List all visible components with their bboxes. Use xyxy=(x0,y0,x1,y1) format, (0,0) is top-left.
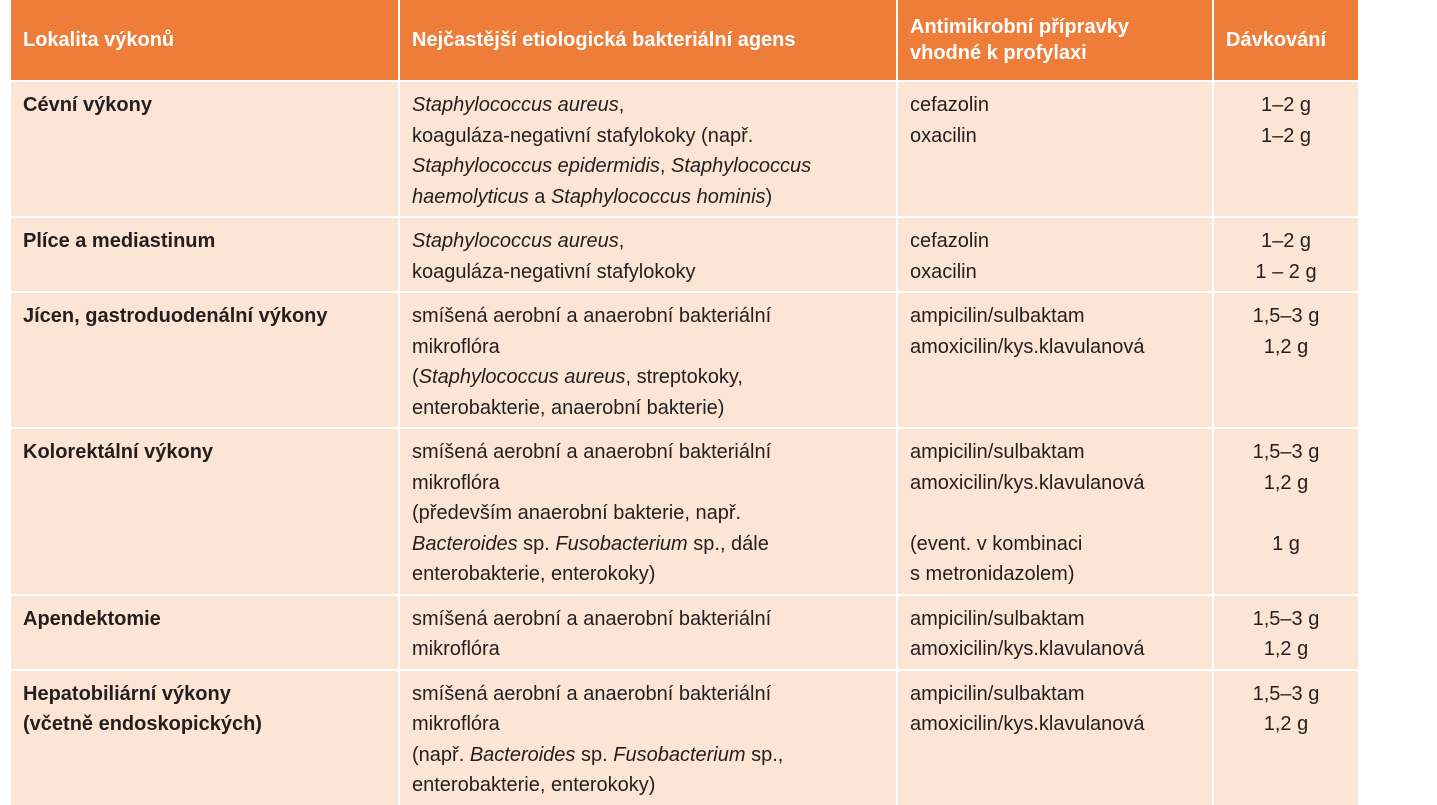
header-drugs: Antimikrobní přípravky vhodné k profylaxi xyxy=(897,0,1213,81)
agents-text: mikroflóra xyxy=(412,638,500,660)
drug-line: (event. v kombinaci xyxy=(910,532,1083,555)
agents-line xyxy=(412,529,884,560)
organism-name: Staphylococcus aureus xyxy=(418,366,626,388)
agents-line xyxy=(412,90,884,121)
agents-text: koaguláza-negativní stafylokoky xyxy=(412,260,696,283)
agents-text: enterobakterie, anaerobní bakterie) xyxy=(412,396,725,419)
agents-text: , streptokoky, xyxy=(625,366,743,388)
dose-line: 1,2 g xyxy=(1263,471,1309,494)
table-row xyxy=(11,670,1358,805)
dosage-cell xyxy=(1213,670,1358,805)
agents-line xyxy=(412,362,884,393)
drug-line: oxacilin xyxy=(910,124,977,147)
header-location: Lokalita výkonů xyxy=(11,0,399,81)
agents-line xyxy=(412,257,884,288)
agents-text: sp. xyxy=(517,532,556,555)
organism-name: haemolyticus xyxy=(412,185,529,208)
prophylaxis-table xyxy=(11,0,1358,805)
dose-line: 1,2 g xyxy=(1263,638,1309,660)
location-cell xyxy=(11,428,399,595)
header-agents: Nejčastější etiologická bakteriální agens xyxy=(399,0,897,81)
drug-line: amoxicilin/kys.klavulanová xyxy=(910,335,1145,358)
drugs-cell xyxy=(897,670,1213,805)
dose-line xyxy=(1226,498,1346,529)
organism-name: Fusobacterium xyxy=(555,532,688,555)
drug-line: ampicilin/sulbaktam xyxy=(910,682,1085,705)
location-line: Cévní výkony xyxy=(23,94,152,116)
dosage-cell xyxy=(1213,595,1358,670)
agents-cell xyxy=(399,217,897,292)
header-dosage: Dávkování xyxy=(1213,0,1358,81)
dose-line: 1,5–3 g xyxy=(1252,607,1320,630)
drug-line xyxy=(910,498,1200,529)
agents-text: smíšená aerobní a anaerobní bakteriální xyxy=(412,305,772,327)
agents-cell xyxy=(399,670,897,805)
drugs-cell xyxy=(897,217,1213,292)
agents-text: sp., xyxy=(745,743,784,766)
agents-text: a xyxy=(528,185,551,208)
agents-line xyxy=(412,332,884,363)
organism-name: Staphylococcus epidermidis xyxy=(412,155,660,177)
table-row xyxy=(11,595,1358,670)
drug-line: amoxicilin/kys.klavulanová xyxy=(910,471,1145,494)
location-cell xyxy=(11,595,399,670)
dose-line: 1–2 g xyxy=(1260,230,1312,252)
drugs-cell xyxy=(897,428,1213,595)
table-body xyxy=(11,81,1358,805)
dose-line: 1 g xyxy=(1272,532,1300,555)
agents-text: sp. xyxy=(575,743,614,766)
organism-name: Staphylococcus xyxy=(671,155,812,177)
location-cell xyxy=(11,670,399,805)
organism-name: Bacteroides xyxy=(412,532,518,555)
agents-text: smíšená aerobní a anaerobní bakteriální xyxy=(412,682,772,705)
location-line: Apendektomie xyxy=(23,607,161,630)
dosage-cell xyxy=(1213,217,1358,292)
agents-cell xyxy=(399,428,897,595)
drug-line: ampicilin/sulbaktam xyxy=(910,441,1085,463)
organism-name: Fusobacterium xyxy=(613,743,746,766)
agents-text: (např. xyxy=(412,743,470,766)
agents-text: , xyxy=(618,230,625,252)
organism-name: Staphylococcus aureus xyxy=(412,94,619,116)
dose-line: 1–2 g xyxy=(1260,124,1312,147)
agents-text: , xyxy=(618,94,625,116)
location-line: Hepatobiliární výkony xyxy=(23,682,231,705)
agents-text: smíšená aerobní a anaerobní bakteriální xyxy=(412,607,772,630)
agents-cell xyxy=(399,595,897,670)
table-row xyxy=(11,428,1358,595)
agents-text: mikroflóra xyxy=(412,471,500,494)
header-row xyxy=(11,0,1358,81)
agents-line xyxy=(412,437,884,468)
agents-line xyxy=(412,151,884,182)
dose-line: 1,5–3 g xyxy=(1252,305,1320,327)
drug-line: amoxicilin/kys.klavulanová xyxy=(910,638,1145,660)
agents-text: mikroflóra xyxy=(412,713,500,735)
agents-line xyxy=(412,393,884,424)
dose-line: 1–2 g xyxy=(1260,94,1312,116)
organism-name: Staphylococcus aureus xyxy=(412,230,619,252)
drug-line: amoxicilin/kys.klavulanová xyxy=(910,713,1145,735)
drugs-cell xyxy=(897,595,1213,670)
location-cell xyxy=(11,81,399,217)
dose-line: 1,2 g xyxy=(1263,335,1309,358)
drug-line: s metronidazolem) xyxy=(910,563,1075,585)
agents-line xyxy=(412,709,884,740)
drug-line: oxacilin xyxy=(910,260,977,283)
agents-line xyxy=(412,301,884,332)
agents-text: enterobakterie, enterokoky) xyxy=(412,774,656,796)
location-line: Plíce a mediastinum xyxy=(23,230,216,252)
table-row xyxy=(11,81,1358,217)
agents-line xyxy=(412,182,884,213)
location-line: Jícen, gastroduodenální výkony xyxy=(23,305,328,327)
agents-text: sp., dále xyxy=(687,532,769,555)
agents-text: ) xyxy=(765,185,773,208)
agents-line xyxy=(412,770,884,801)
dose-line: 1 – 2 g xyxy=(1255,260,1317,283)
organism-name: Bacteroides xyxy=(469,743,576,766)
agents-text: , xyxy=(659,155,672,177)
agents-line xyxy=(412,604,884,635)
location-line: Kolorektální výkony xyxy=(23,441,214,463)
agents-line xyxy=(412,498,884,529)
agents-line xyxy=(412,121,884,152)
agents-text: smíšená aerobní a anaerobní bakteriální xyxy=(412,441,772,463)
agents-text: mikroflóra xyxy=(412,335,500,358)
agents-cell xyxy=(399,81,897,217)
drugs-cell xyxy=(897,292,1213,428)
location-line: (včetně endoskopických) xyxy=(23,713,262,735)
table-row xyxy=(11,217,1358,292)
agents-text: enterobakterie, enterokoky) xyxy=(412,563,656,585)
drug-line: cefazolin xyxy=(910,230,989,252)
agents-line xyxy=(412,679,884,710)
drug-line: ampicilin/sulbaktam xyxy=(910,607,1085,630)
table-row xyxy=(11,292,1358,428)
drug-line: ampicilin/sulbaktam xyxy=(910,305,1085,327)
organism-name: Staphylococcus hominis xyxy=(550,185,766,208)
location-cell xyxy=(11,292,399,428)
agents-text: ( xyxy=(412,366,419,388)
location-cell xyxy=(11,217,399,292)
dose-line: 1,5–3 g xyxy=(1252,441,1320,463)
dose-line: 1,2 g xyxy=(1263,713,1309,735)
drugs-cell xyxy=(897,81,1213,217)
agents-line xyxy=(412,559,884,590)
dosage-cell xyxy=(1213,81,1358,217)
dose-line: 1,5–3 g xyxy=(1252,682,1320,705)
drug-line: cefazolin xyxy=(910,94,989,116)
agents-line xyxy=(412,740,884,771)
dose-line xyxy=(1226,559,1346,590)
agents-text: (především anaerobní bakterie, např. xyxy=(412,502,742,524)
agents-line xyxy=(412,226,884,257)
dosage-cell xyxy=(1213,428,1358,595)
dosage-cell xyxy=(1213,292,1358,428)
agents-line xyxy=(412,634,884,665)
agents-cell xyxy=(399,292,897,428)
agents-text: koaguláza-negativní stafylokoky (např. xyxy=(412,124,754,147)
agents-line xyxy=(412,468,884,499)
